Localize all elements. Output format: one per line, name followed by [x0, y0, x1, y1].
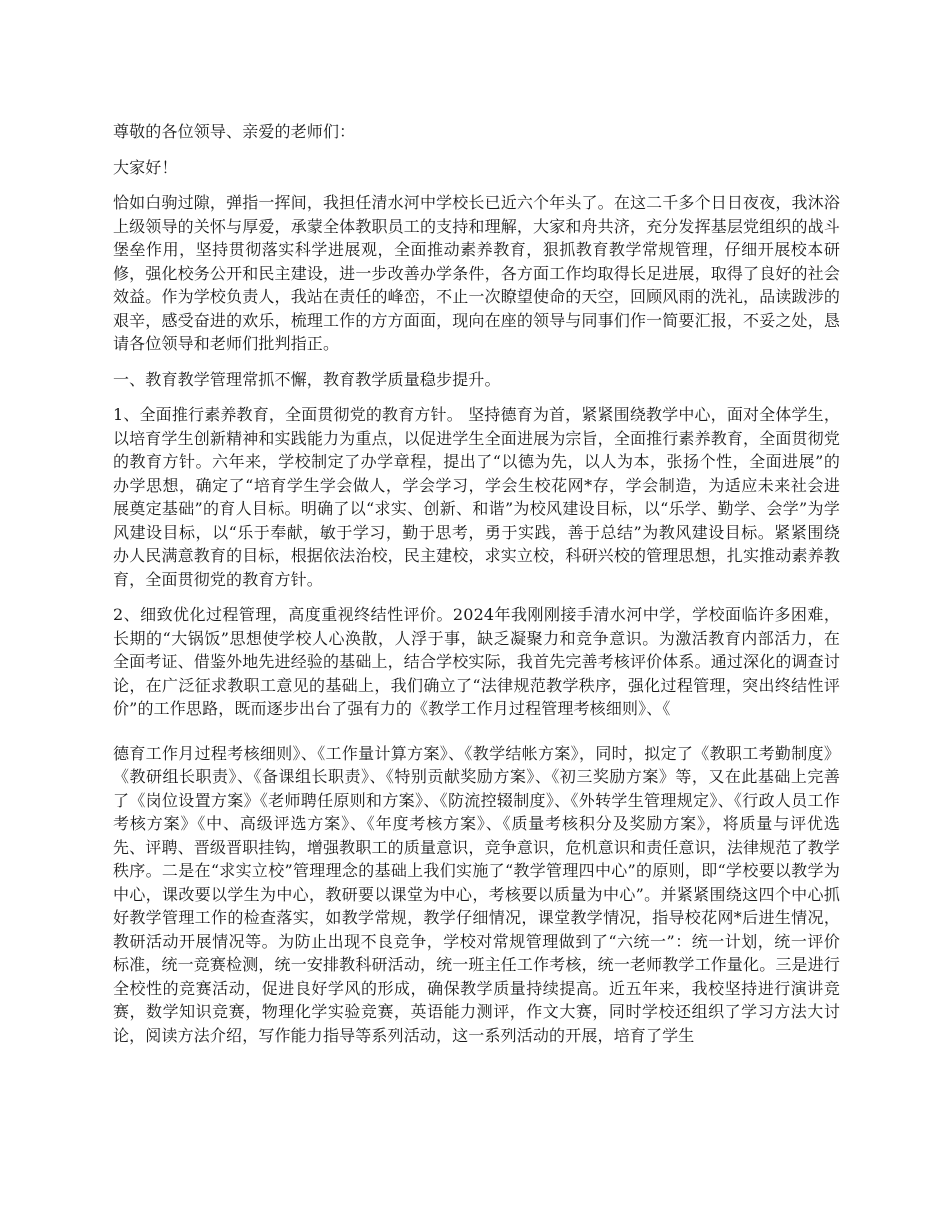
- document-body: [113, 120, 840, 1059]
- greeting: 大家好！: [113, 157, 178, 177]
- section-heading-1: 一、教育教学管理常抓不懈，教育教学质量稳步提升。: [113, 369, 501, 389]
- paragraph-item-1: 1、全面推行素养教育，全面贯彻党的教育方针。 坚持德育为首，紧紧围绕教学中心，面对全体学生，以培育学生创新精神和实践能力为重点，以促进学生全面进展为宗旨，全面推行素养教育，全面贯彻党的教育方针。六年来，学校制定了办学章程，提出了“以德为先，以人为本，张扬个性，全面进展”的办学思想，确定了“培育学生学会做人，学会学习，学会生校花网*存，学会制造，为适应未来社会进展奠定基础”的育人目标。明确了以“求实、创新、和谐”为校风建设目标，以“乐学、勤学、会学”为学风建设目标，以“乐于奉献，敏于学习，勤于思考，勇于实践，善于总结”为教风建设目标。紧紧围绕办人民满意教育的目标，根据依法治校，民主建校，求实立校，科研兴校的管理思想，扎实推动素养教育，全面贯彻党的教育方针。: [113, 405, 840, 589]
- intro-paragraph: 恰如白驹过隙，弹指一挥间，我担任清水河中学校长已近六个年头了。在这二千多个日日夜夜，我沐浴上级领导的关怀与厚爱，承蒙全体教职员工的支持和理解，大家和舟共济，充分发挥基层党组织的战斗堡垒作用，坚持贯彻落实科学进展观，全面推动素养教育，狠抓教育教学常规管理，仔细开展校本研修，强化校务公开和民主建设，进一步改善办学条件，各方面工作均取得长足进展，取得了良好的社会效益。作为学校负责人，我站在责任的峰峦，不止一次瞭望使命的天空，回顾风雨的洗礼，品读跋涉的艰辛，感受奋进的欢乐，梳理工作的方方面面，现向在座的领导与同事们作一简要汇报，不妥之处，恳请各位领导和老师们批判指正。: [113, 193, 840, 353]
- salutation: 尊敬的各位领导、亲爱的老师们：: [113, 122, 356, 141]
- paragraph-item-2: 2、细致优化过程管理，高度重视终结性评价。2024年我刚刚接手清水河中学，学校面临许多困难，长期的“大锅饭”思想使学校人心涣散，人浮于事，缺乏凝聚力和竞争意识。为激活教育内部活力，在全面考证、借鉴外地先进经验的基础上，结合学校实际，我首先完善考核评价体系。通过深化的调查讨论，在广泛征求教职工意见的基础上，我们确立了“法律规范教学秩序，强化过程管理，突出终结性评价”的工作思路，既而逐步出台了强有力的《教学工作月过程管理考核细则》、《: [113, 605, 840, 718]
- paragraph-continuation: 德育工作月过程考核细则》、《工作量计算方案》、《教学结帐方案》，同时，拟定了《教职工考勤制度》《教研组长职责》、《备课组长职责》、《特别贡献奖励方案》、《初三奖励方案》等，又在此基础上完善了《岗位设置方案》《老师聘任原则和方案》、《防流控辍制度》、《外转学生管理规定》、《行政人员工作考核方案》《中、高级评选方案》、《年度考核方案》、《质量考核积分及奖励方案》，将质量与评优选先、评聘、晋级晋职挂钩，增强教职工的质量意识，竞争意识，危机意识和责任意识，法律规范了教学秩序。二是在“求实立校”管理理念的基础上我们实施了“教学管理四中心”的原则，即“学校要以教学为中心，课改要以学生为中心，教研要以课堂为中心，考核要以质量为中心”。并紧紧围绕这四个中心抓好教学管理工作的检查落实，如教学常规，教学仔细情况，课堂教学情况，指导校花网*后进生情况，教研活动开展情况等。为防止出现不良竞争，学校对常规管理做到了“六统一”：统一计划，统一评价标准，统一竞赛检测，统一安排教科研活动，统一班主任工作考核，统一老师教学工作量化。三是进行全校性的竞赛活动，促进良好学风的形成，确保教学质量持续提高。近五年来，我校坚持进行演讲竞赛，数学知识竞赛，物理化学实验竞赛，英语能力测评，作文大赛，同时学校还组织了学习方法大讨论，阅读方法介绍，写作能力指导等系列活动，这一系列活动的开展，培育了学生: [113, 743, 840, 1045]
